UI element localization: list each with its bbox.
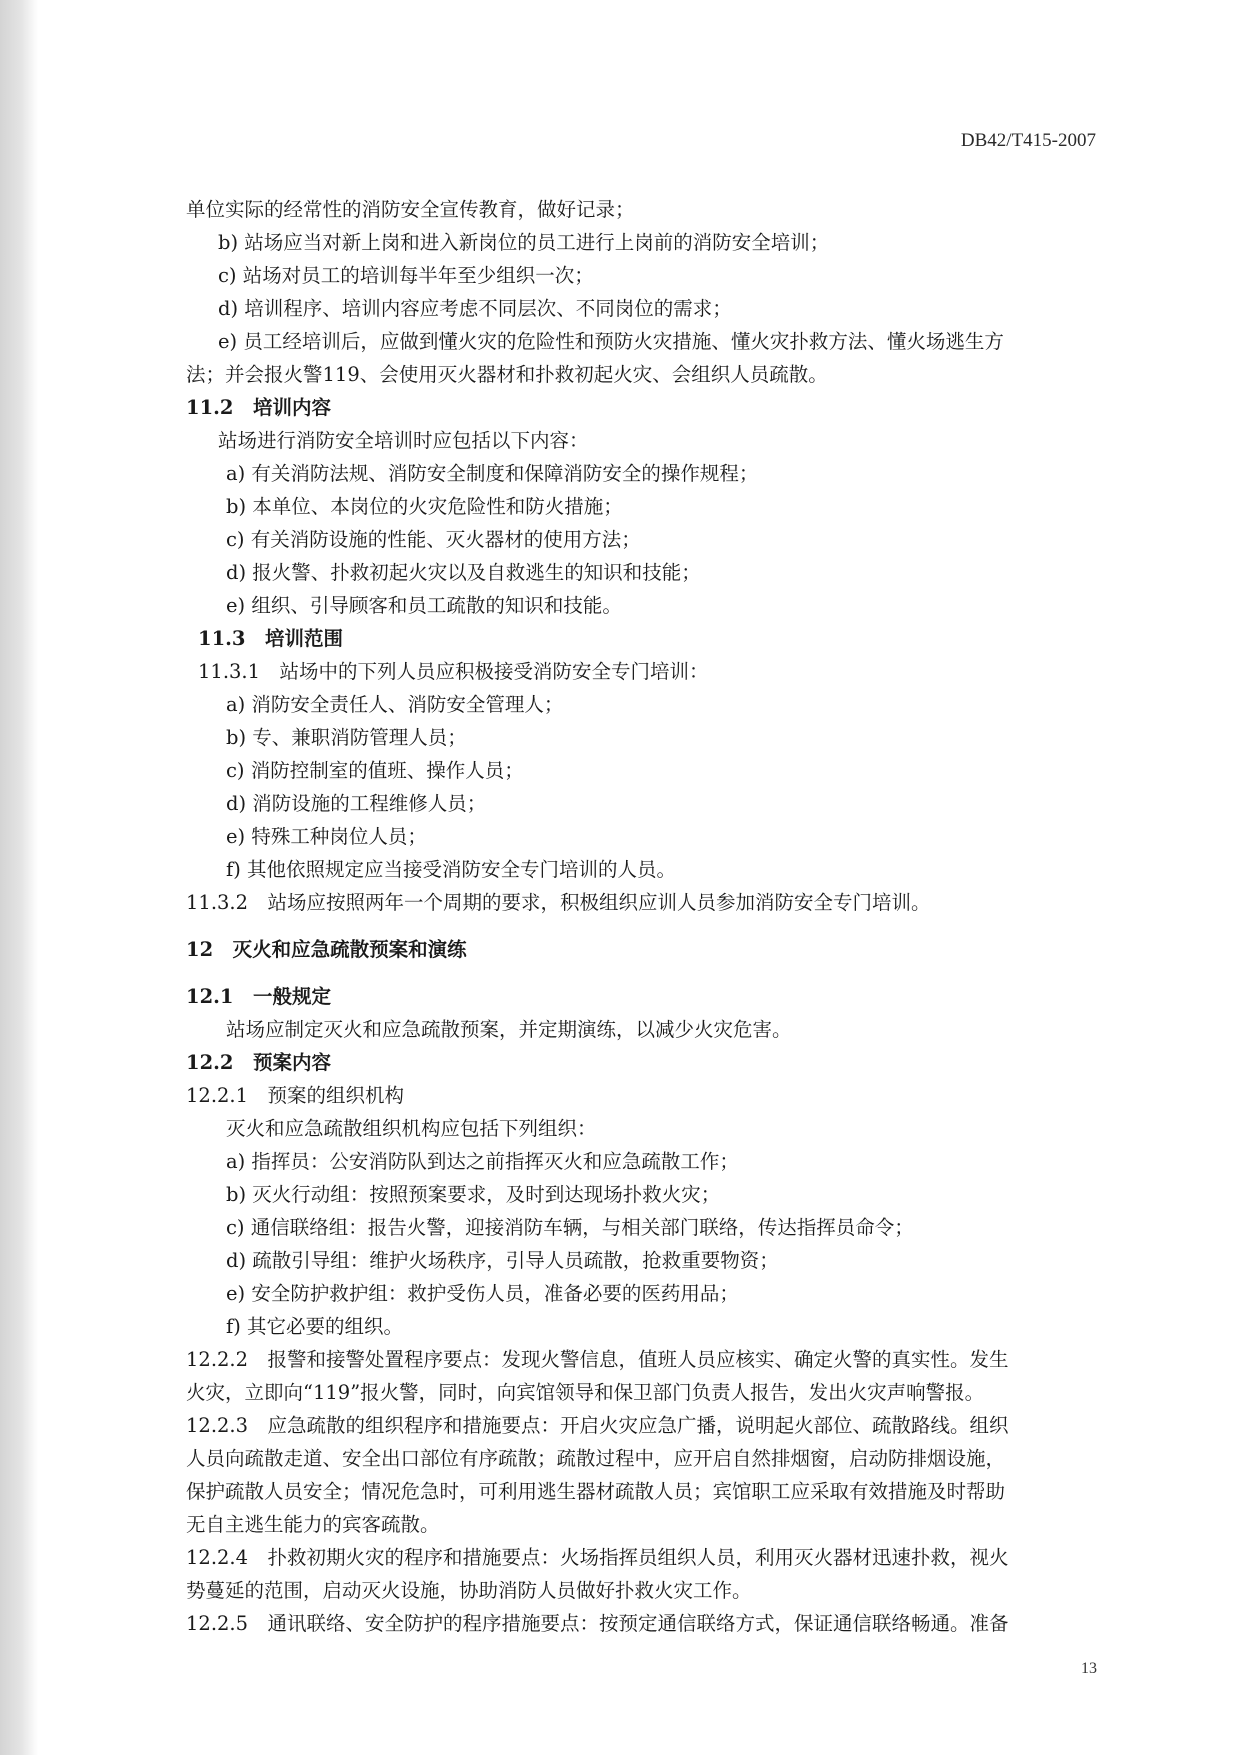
list-item-a: a) 有关消防法规、消防安全制度和保障消防安全的操作规程； [226, 462, 759, 485]
section-gap [186, 966, 1096, 980]
scan-shadow-edge [0, 0, 38, 1755]
list-item-e: e) 组织、引导顾客和员工疏散的知识和技能。 [226, 594, 622, 617]
list-item-b: b) 站场应当对新上岗和进入新岗位的员工进行上岗前的消防安全培训； [218, 231, 830, 254]
list-item-b: b) 专、兼职消防管理人员； [226, 726, 467, 749]
clause-11-3-1: 11.3.1 站场中的下列人员应积极接受消防安全专门培训： [198, 660, 709, 683]
list-item-f: f) 其它必要的组织。 [226, 1315, 404, 1338]
list-item-b: b) 本单位、本岗位的火灾危险性和防火措施； [226, 495, 623, 518]
section-heading-12-2: 12.2 预案内容 [186, 1051, 331, 1074]
paragraph-line: 火灾，立即向“119”报火警，同时，向宾馆领导和保卫部门负责人报告，发出火灾声响警报。 [186, 1381, 985, 1404]
list-item-d: d) 报火警、扑救初起火灾以及自救逃生的知识和技能； [226, 561, 701, 584]
section-heading-11-2: 11.2 培训内容 [186, 396, 331, 419]
section-heading-11-3: 11.3 培训范围 [198, 627, 343, 650]
clause-12-2-1: 12.2.1 预案的组织机构 [186, 1084, 405, 1107]
paragraph-line: 站场进行消防安全培训时应包括以下内容： [218, 429, 589, 452]
list-item-f: f) 其他依照规定应当接受消防安全专门培训的人员。 [226, 858, 677, 881]
list-item-b: b) 灭火行动组：按照预案要求，及时到达现场扑救火灾； [226, 1183, 721, 1206]
clause-11-3-2: 11.3.2 站场应按照两年一个周期的要求，积极组织应训人员参加消防安全专门培训。 [186, 891, 931, 914]
paragraph-line: 无自主逃生能力的宾客疏散。 [186, 1513, 440, 1536]
paragraph-line: 法；并会报火警119、会使用灭火器材和扑救初起火灾、会组织人员疏散。 [186, 363, 828, 386]
list-item-c: c) 消防控制室的值班、操作人员； [226, 759, 524, 782]
list-item-d: d) 疏散引导组：维护火场秩序，引导人员疏散，抢救重要物资； [226, 1249, 779, 1272]
paragraph-line: 站场应制定灭火和应急疏散预案，并定期演练，以减少火灾危害。 [226, 1018, 792, 1041]
chapter-heading-12: 12 灭火和应急疏散预案和演练 [186, 938, 467, 961]
list-item-e: e) 员工经培训后，应做到懂火灾的危险性和预防火灾措施、懂火灾扑救方法、懂火场逃生方 [218, 330, 1004, 353]
paragraph-line: 单位实际的经常性的消防安全宣传教育，做好记录； [186, 198, 635, 221]
list-item-d: d) 消防设施的工程维修人员； [226, 792, 487, 815]
list-item-c: c) 有关消防设施的性能、灭火器材的使用方法； [226, 528, 641, 551]
paragraph-line: 保护疏散人员安全；情况危急时，可利用逃生器材疏散人员；宾馆职工应采取有效措施及时帮助 [186, 1480, 1006, 1503]
list-item-e: e) 特殊工种岗位人员； [226, 825, 427, 848]
clause-12-2-2: 12.2.2 报警和接警处置程序要点：发现火警信息，值班人员应核实、确定火警的真实性。发生 [186, 1348, 1009, 1371]
paragraph-line: 势蔓延的范围，启动灭火设施，协助消防人员做好扑救火灾工作。 [186, 1579, 752, 1602]
section-heading-12-1: 12.1 一般规定 [186, 985, 331, 1008]
list-item-c: c) 站场对员工的培训每半年至少组织一次； [218, 264, 594, 287]
clause-12-2-4: 12.2.4 扑救初期火灾的程序和措施要点：火场指挥员组织人员，利用灭火器材迅速扑救，视火 [186, 1546, 1009, 1569]
list-item-c: c) 通信联络组：报告火警，迎接消防车辆，与相关部门联络，传达指挥员命令； [226, 1216, 914, 1239]
section-gap [186, 919, 1096, 933]
paragraph-line: 灭火和应急疏散组织机构应包括下列组织： [226, 1117, 597, 1140]
paragraph-line: 人员向疏散走道、安全出口部位有序疏散；疏散过程中，应开启自然排烟窗，启动防排烟设施， [186, 1447, 1006, 1470]
document-body [186, 193, 1096, 1640]
list-item-d: d) 培训程序、培训内容应考虑不同层次、不同岗位的需求； [218, 297, 732, 320]
list-item-a: a) 指挥员：公安消防队到达之前指挥灭火和应急疏散工作； [226, 1150, 739, 1173]
clause-12-2-3: 12.2.3 应急疏散的组织程序和措施要点：开启火灾应急广播，说明起火部位、疏散路线。组织 [186, 1414, 1009, 1437]
list-item-e: e) 安全防护救护组：救护受伤人员，准备必要的医药用品； [226, 1282, 739, 1305]
page-number: 13 [1081, 1660, 1097, 1677]
clause-12-2-5: 12.2.5 通讯联络、安全防护的程序措施要点：按预定通信联络方式，保证通信联络畅通。准备 [186, 1612, 1009, 1635]
standard-code: DB42/T415-2007 [960, 130, 1096, 151]
list-item-a: a) 消防安全责任人、消防安全管理人； [226, 693, 564, 716]
